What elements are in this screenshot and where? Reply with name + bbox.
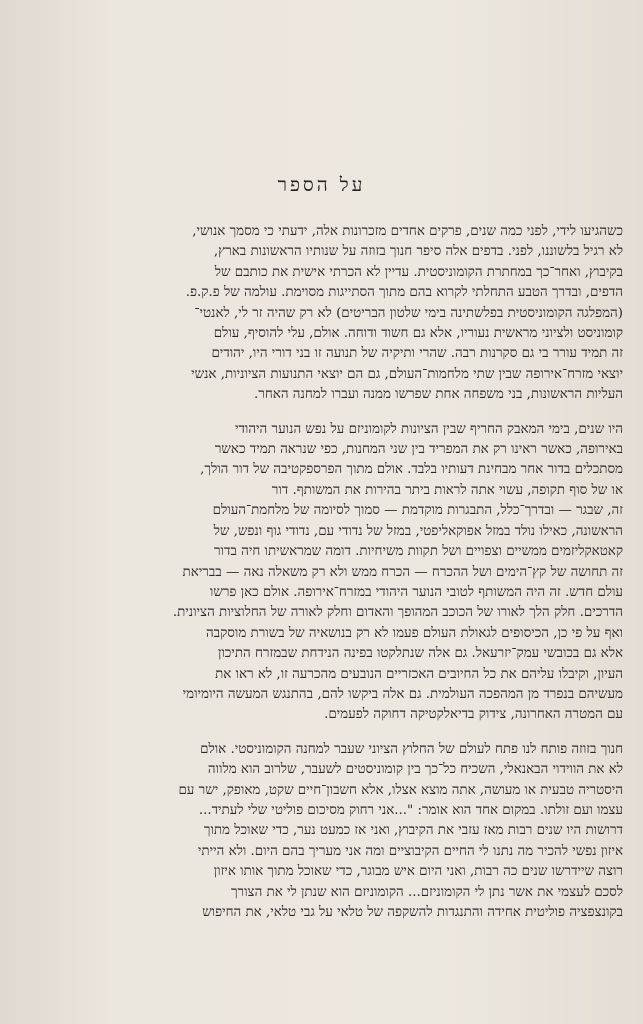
text-line: איזון נפשי להכיר מה נתנו לי החיים הקיבוציים ומה אני מעריך בהם היום. ולא הייתי xyxy=(197,843,623,859)
text-line: יוצאי מזרח־אירופה שבין שתי מלחמות־העולם, גם הם יוצאי התנועות הציוניות, אנשי xyxy=(191,366,623,382)
text-line: מסתכלים בדור אחר מבחינת דעותיו בלבד. אולם מתוך הפרספקטיבה של דור הולך, xyxy=(200,462,623,478)
text-line: לא את הווידוי הבאנאלי, השכיח כל־כך בין קומוניסטים לשעבר, שלרוב הוא מלווה xyxy=(207,762,623,778)
text-line: עם המטרה האחרונה, צידוק בדיאלקטיקה דחוקה לפעמים. xyxy=(324,707,623,723)
text-line: (המפלגה הקומוניסטית בפלשתינה בימי שלטון הבריטים) לא רק שהיה זר לי, לאנטי־ xyxy=(194,305,623,321)
text-line: הדרכים. חלק הלך לאורו של הכוכב המהופך והאדום וחלק לאורה של החלוציות הציונית. xyxy=(172,605,623,621)
text-line: הדפים, ובדרך הטבע התחלתי לקרוא בהם מתוך הסתייגות מסוימת. עולמה של פ.ק.פ. xyxy=(185,285,623,301)
text-line: כשהגיעו לידי, לפני כמה שנים, פרקים אחדים מזכרונות אלה, ידעתי כי מסמך אנושי, xyxy=(192,224,623,239)
text-line: או של סוף תקופה, עשוי אתה לראות ביתר בהירות את המשותף. דור xyxy=(271,482,623,498)
text-line: זה, שבגר — ובדרך־כלל, התבגרות מוקדמת — סמוך לסיומה של מלחמת־העולם xyxy=(212,503,623,519)
paragraph xyxy=(40,420,623,726)
text-line: קומוניסט ולציוני מראשית נעוריו, אלא גם חשוד ודוחה. אולם, עלי להוסיף, עולם xyxy=(213,326,623,342)
paragraph xyxy=(40,740,623,924)
paragraph xyxy=(40,222,623,406)
text-line: בקונצפציה פוליטית אחידה והתנגדות להשקפה של טלאי על גבי טלאי, את החיפוש xyxy=(202,905,623,920)
text-line: הראשונה, כאילו נולד במזל אפוקאליפטי, במזל של נדודי עם, נדודי גוף ונפש, של xyxy=(213,523,623,539)
text-line: רוצה שיידרשו שנים כה רבות, ואני היום איש מבוגר, כדי שאוכל מתוך אותו איזון xyxy=(213,864,623,880)
text-line: קאטאקליזמים ממשיים וצפויים ושל תקוות משיחיות. דומה שמראשיתו חיה בדור xyxy=(213,544,623,560)
text-line: עולם חדש. זה היה המשותף לטובי הנוער היהודי במזרח־אירופה. אולם כאן פרשו xyxy=(209,584,623,600)
text-line: אלא גם בכובשי עמק־יזרעאל. גם אלה שנתלקטו בפינה הנידחת שבמזרח התיכון xyxy=(217,646,623,662)
text-line: בקיבוץ, ואחר־כך במחתרת הקומוניסטית. עדיין לא הכרתי אישית את כותבם של xyxy=(214,264,623,280)
text-line: עצמו ועם זולתו. במקום אחד הוא אומר: "...אני רחוק מסיכום פוליטי שלי לעתיד... xyxy=(198,802,623,818)
text-line: העליות הראשונות, בני משפחה אחת שפרשו ממנה ועברו למחנה האחר. xyxy=(254,387,623,403)
text-line: דרושות היו שנים רבות מאז עזבי את הקיבוץ, ואני אז כמעט נער, כדי שאוכל מתוך xyxy=(203,823,623,839)
text-line: מעשיהם בנפרד מן המהפכה העולמית. גם אלה ביקשו להם, בהתנגש המעשה היומיומי xyxy=(182,686,623,702)
text-line: לסכם לעצמי את אשר נתן לי הקומוניזם... הקומוניזם הוא שנתן לי את הצורך xyxy=(230,884,623,900)
text-line: היסטריה טבעית או מעושה, אתה מוצא אצלו, אלא חשבון־חיים שקט, מאופק, ישר עם xyxy=(178,782,623,798)
text-line: חנוך בזוזה פותח לנו פתח לעולם של החלוץ הציוני שעבר למחנה הקומוניסטי. אולם xyxy=(200,741,623,757)
text-line: העיון, וקיבלו עליהם את כל החיובים האכזריים הנובעים מהכרעה זו, לא ראו את xyxy=(215,666,623,682)
text-line: זה תמיד עורר בי גם סקרנות רבה. שהרי ותיקיה של תנועה זו בני דורי היו, יהודים xyxy=(211,346,623,362)
text-line: לא רגיל בלשוננו, לפני. בדפים אלה סיפר חנוך בזוזה על שנותיו הראשונות בארץ, xyxy=(213,244,623,260)
body-text xyxy=(40,222,623,937)
text-line: ואף על פי כן, הכיסופים לגאולת העולם פעמו לא רק בנושאיה של בשורת מוסקבה xyxy=(205,625,623,641)
text-line: באירופה, כאשר ראינו רק את המפריד בין שני המחנות, כפי שנראה תמיד כאשר xyxy=(214,442,623,458)
section-title: על הספר xyxy=(277,174,366,196)
text-line: זה תחושה של קץ־הימים ושל ההכרח — הכרח ממש ולא רק משאלה נאה — בבריאת xyxy=(182,564,623,580)
text-line: היו שנים, בימי המאבק החריף שבין הציונות לקומוניזם על נפש הנוער היהודי xyxy=(234,421,623,437)
